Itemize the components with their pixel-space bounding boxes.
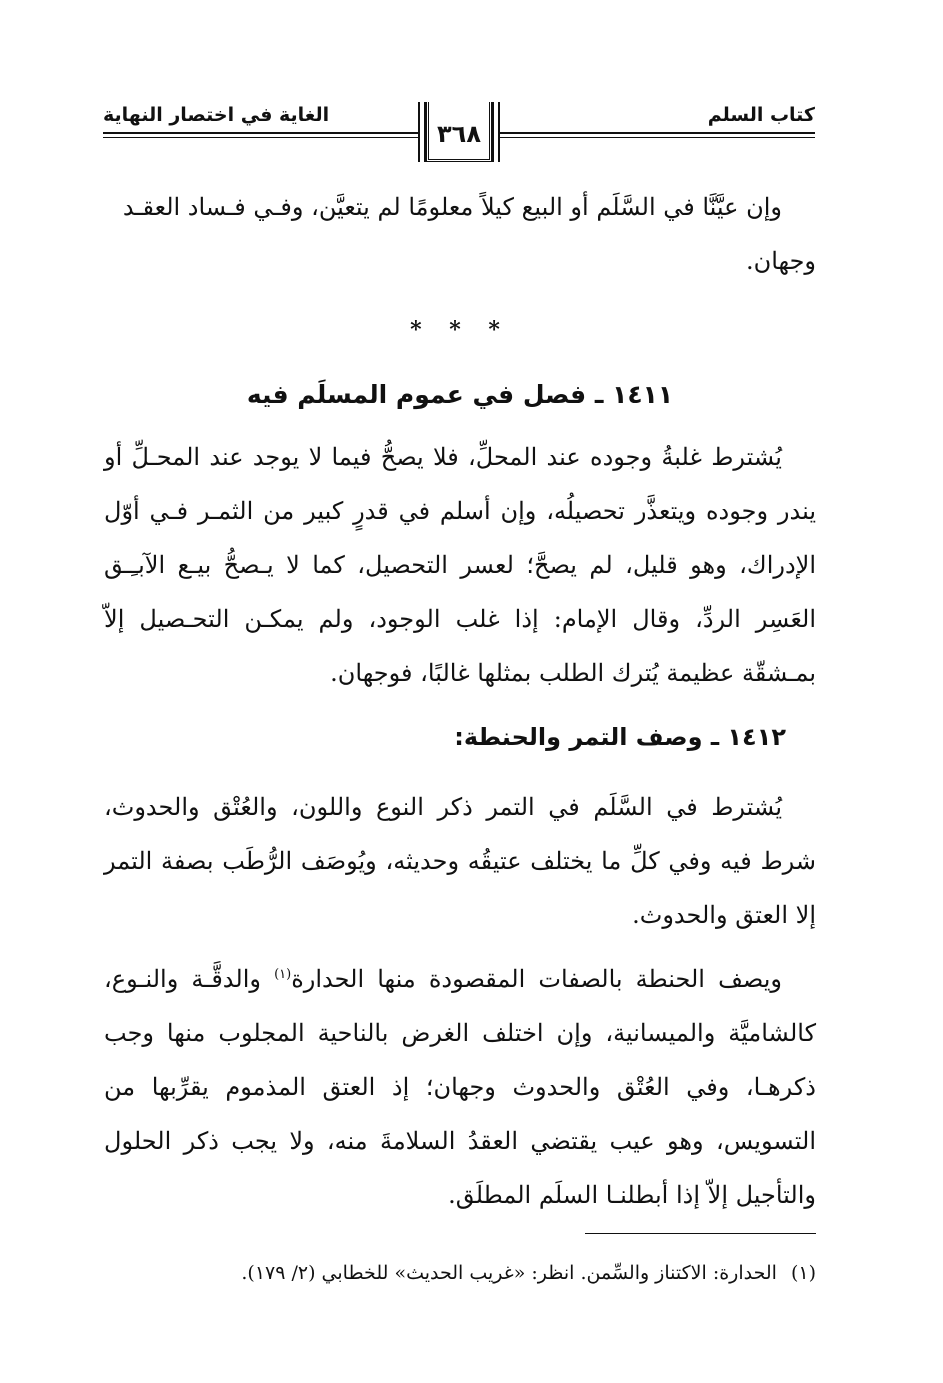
continuation-line-2: وجهان. — [745, 247, 816, 275]
page-number: ٣٦٨ — [437, 120, 481, 148]
running-header — [103, 98, 815, 168]
paragraph-1412-a: يُشترط في السَّلَم في التمر ذكر النوع واللون، والعُتْق والحدوث، شرط فيه وفي كلِّ ما يختلف عتيقُه وحديثه، ويُوصَف الرُّطَب بصفة التمر إلا العتق والحدوث. — [104, 793, 816, 929]
footnote-text: الحدارة: الاكتناز والسِّمن. انظر: «غريب الحديث» للخطابي (٢/ ١٧٩). — [241, 1262, 777, 1284]
paragraph-1412-b-rest: والدقَّـة والنـوع، كالشاميَّة والميسانية، وإن اختلف الغرض بالناحية المجلوب منها وجب ذكرهـا، وفي العُتْق والحدوث وجهان؛ إذ العتق المذموم يقرِّبها من التسويس، وهو عيب يقتضي العقدُ السلامةَ منه، ولا يجب ذكر الحلول والتأجيل إلاّ إذا أبطلنـا السلَم المطلَق. — [104, 965, 816, 1209]
section-heading-1411: ١٤١١ ـ فصل في عموم المسلَم فيه — [246, 380, 674, 409]
section-heading-1412: ١٤١٢ ـ وصف التمر والحنطة: — [454, 723, 786, 751]
continuation-line-1: وإن عيَّنَّا في السَّلَم أو البيع كيلاً معلومًا لم يتعيَّن، وفـي فـساد العقـد — [122, 193, 782, 221]
book-title: الغاية في اختصار النهاية — [103, 104, 330, 126]
footnote — [150, 1258, 816, 1288]
footnote-reference: (١) — [274, 967, 292, 982]
section-divider-stars: * * * — [410, 317, 510, 343]
page-number-frame — [418, 102, 500, 162]
footnote-marker: (١) — [790, 1262, 816, 1284]
chapter-title: كتاب السلم — [707, 104, 815, 126]
paragraph-1411: يُشترط غلبةُ وجوده عند المحلِّ، فلا يصحُّ فيما لا يوجد عند المحـلِّ أو يندر وجوده ويتعذَّر تحصيلُه، وإن أسلم في قدرٍ كبير من الثمـر فـي أوّل الإدراك، وهو قليل، لم يصحَّ؛ لعسر التحصيل، كما لا يـصحُّ بيـع الآبـِـق العَسِر الردِّ، وقال الإمام: إذا غلب الوجود، ولم يمكـن التحـصيل إلاّ بمـشقّة عظيمة يُترك الطلب بمثلها غالبًا، فوجهان. — [104, 443, 816, 687]
paragraph-1412-b-start: ويصف الحنطة بالصفات المقصودة منها الحدارة — [291, 965, 782, 993]
footnote-separator — [585, 1233, 816, 1234]
main-text — [104, 180, 816, 1222]
paragraph-1412-b — [104, 952, 816, 1222]
